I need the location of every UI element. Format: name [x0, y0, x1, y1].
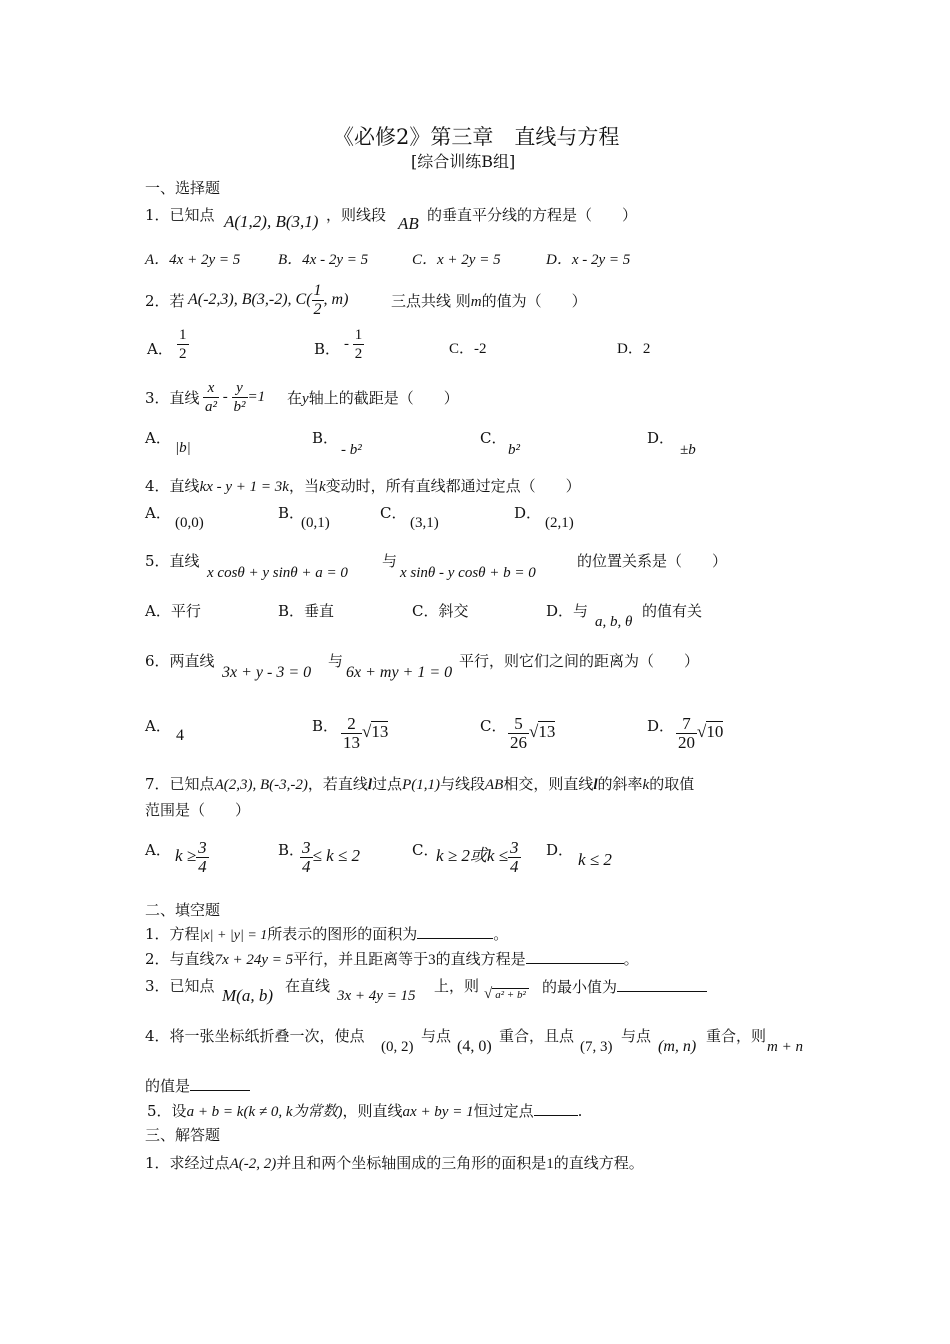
- fraction: $\frac{3}{4}$: [198, 837, 207, 876]
- q3-option-b: B．: [312, 429, 339, 447]
- q2-option-c: C．-2: [449, 341, 487, 357]
- fill-4: 4．将一张坐标纸折叠一次，使点: [145, 1027, 365, 1045]
- page-subtitle: [综合训练B组]: [411, 152, 516, 171]
- q3-option-a-value: |b|: [175, 440, 191, 456]
- fraction: $\frac{1}{2}$: [179, 327, 187, 362]
- q6-line-1: 3x + y - 3 = 0: [222, 664, 312, 681]
- fraction: $\frac{1}{2}$: [354, 327, 363, 362]
- solve-1: 1．求经过点A(-2, 2)并且和两个坐标轴围成的三角形的面积是1的直线方程。: [145, 1154, 644, 1172]
- fill-4-sum: m + n: [767, 1039, 803, 1055]
- sqrt-symbol: √: [362, 722, 372, 741]
- q-number: 1．: [145, 925, 170, 943]
- q1-option-c: C．x + 2y = 5: [412, 252, 501, 268]
- q7-option-a: A．: [145, 841, 171, 859]
- fill-3-text-mid: 在直线: [285, 977, 331, 995]
- q4-option-b-value: (0,1): [301, 515, 330, 531]
- q4-option-b: B．: [278, 504, 305, 522]
- fraction: $\frac{1}{2}$: [313, 281, 322, 318]
- fraction: $\frac{y}{\text{b²}}$: [233, 380, 246, 416]
- q5-text-post: 的位置关系是（ ）: [577, 552, 728, 570]
- q2-text-post: 三点共线 则m的值为（ ）: [391, 292, 587, 310]
- fill-3-text-post: 的最小值为: [542, 976, 707, 997]
- fill-4-text-mid4: 重合，则: [706, 1027, 767, 1045]
- q6-line-2: 6x + my + 1 = 0: [346, 664, 453, 681]
- q5-text-mid: 与: [382, 552, 398, 570]
- sqrt-symbol: √: [697, 722, 707, 741]
- q6-option-b: B．: [312, 717, 339, 735]
- q1-points: A(1,2), B(3,1): [224, 212, 319, 231]
- q2-points: A(-2,3), B(3,-2), C( $\frac{1}{2}$ , m): [188, 281, 349, 318]
- section-fill-heading: 二、填空题: [145, 901, 221, 919]
- q4-option-c: C．: [380, 504, 407, 522]
- fill-4-line-2: 的值是: [145, 1075, 250, 1096]
- q7-option-d: D．: [546, 841, 574, 859]
- answer-blank[interactable]: [534, 1100, 578, 1116]
- q2-option-a-value: [177, 326, 189, 363]
- q-number: 1．: [145, 1154, 170, 1172]
- question-6: 6．两直线: [145, 652, 215, 670]
- q4-option-a: A．: [145, 504, 171, 522]
- q1-text-post: 的垂直平分线的方程是（ ）: [427, 206, 638, 224]
- q7-option-a-value: k ≥ $\frac{3}{4}$: [175, 837, 207, 876]
- q3-option-a: A．: [145, 429, 171, 447]
- fill-2: 2．与直线7x + 24y = 5平行，并且距离等于3的直线方程是 。: [145, 950, 639, 968]
- q5-line-1: x cosθ + y sinθ + a = 0: [207, 565, 348, 581]
- q2-option-d: D．2: [617, 341, 651, 357]
- section-solve-heading: 三、解答题: [145, 1126, 221, 1144]
- fill-3-point: M(a, b): [222, 986, 273, 1005]
- q5-option-c: C．斜交: [412, 602, 469, 620]
- fraction: $\frac{2}{13}$: [343, 713, 360, 752]
- question-2: 2．若: [145, 292, 185, 310]
- fill-3-text-mid2: 上，则: [434, 977, 480, 995]
- q1-option-b: B．4x - 2y = 5: [278, 252, 369, 268]
- q-number: 3．: [145, 389, 170, 407]
- q-number: 7．: [145, 775, 170, 793]
- question-5: 5．直线: [145, 552, 200, 570]
- q1-text-mid: ，则线段: [326, 206, 387, 224]
- q3-option-b-value: - b²: [341, 442, 362, 458]
- q7-option-b: B．: [278, 841, 305, 859]
- fill-4-text-mid: 与点: [421, 1027, 452, 1045]
- fraction: $\frac{3}{4}$: [302, 837, 311, 876]
- answer-blank[interactable]: [526, 948, 624, 964]
- section-choice-heading: 一、选择题: [145, 179, 221, 197]
- q5-option-b: B．垂直: [278, 602, 335, 620]
- fill-4-text-mid2: 重合，且点: [499, 1027, 575, 1045]
- q2-option-a: A．: [147, 340, 173, 358]
- answer-blank[interactable]: [617, 976, 707, 992]
- question-4: 4．直线kx - y + 1 = 3k，当k变动时，所有直线都通过定点（ ）: [145, 477, 581, 495]
- q3-option-d: D．: [647, 429, 675, 447]
- q5-line-2: x sinθ - y cosθ + b = 0: [400, 565, 536, 581]
- q-number: 2．: [145, 292, 170, 310]
- q-number: 5．: [145, 552, 170, 570]
- fill-4-point-4: (m, n): [658, 1038, 697, 1055]
- q-number: 3．: [145, 977, 170, 995]
- q3-option-c-value: b²: [508, 442, 520, 458]
- fill-1: 1．方程|x| + |y| = 1所表示的图形的面积为 。: [145, 925, 509, 943]
- q6-option-a: A．: [145, 717, 171, 735]
- q4-option-c-value: (3,1): [410, 515, 439, 531]
- q7-option-d-value: k ≤ 2: [578, 850, 612, 869]
- q3-option-c: C．: [480, 429, 507, 447]
- q1-segment: AB: [398, 214, 419, 233]
- q3-text-post: 在y轴上的截距是（ ）: [287, 389, 459, 407]
- q2-option-b: B．: [314, 340, 341, 358]
- question-7-line-2: 范围是（ ）: [145, 801, 251, 819]
- fraction: $\frac{x}{\text{a²}}$: [205, 380, 217, 416]
- answer-blank[interactable]: [417, 923, 493, 939]
- q6-option-b-value: $\frac{2}{13}$ √13: [343, 713, 389, 752]
- fill-4-point-3: (7, 3): [580, 1039, 613, 1055]
- q5-option-d-math: a, b, θ: [595, 614, 633, 630]
- q2-option-b-value: - $\frac{1}{2}$: [344, 327, 363, 362]
- q6-option-a-value: 4: [176, 727, 184, 744]
- q7-option-c: C．: [412, 841, 439, 859]
- q1-option-a: A．4x + 2y = 5: [145, 252, 241, 268]
- fill-4-point-1: (0, 2): [381, 1039, 414, 1055]
- q6-option-c-value: $\frac{5}{26}$ √13: [510, 713, 556, 752]
- q1-option-d: D．x - 2y = 5: [546, 252, 631, 268]
- fill-4-point-2: (4, 0): [457, 1038, 492, 1055]
- fill-3-line: 3x + 4y = 15: [337, 988, 416, 1004]
- question-7: 7．已知点A(2,3), B(-3,-2)，若直线l过点P(1,1)与线段AB相交，则直线l的斜率k的取值: [145, 775, 695, 793]
- q6-text-mid: 与: [328, 652, 344, 670]
- q4-option-a-value: (0,0): [175, 515, 204, 531]
- q3-option-d-value: ±b: [680, 442, 696, 458]
- q6-option-d: D．: [647, 717, 675, 735]
- q5-option-d: D．与: [546, 602, 589, 620]
- q7-option-c-value: k ≥ 2或k ≤ $\frac{3}{4}$: [436, 837, 519, 876]
- q6-option-c: C．: [480, 717, 507, 735]
- fill-4-text-mid3: 与点: [621, 1027, 652, 1045]
- page-title: 《必修2》第三章 直线与方程: [333, 125, 620, 149]
- sqrt-symbol: √: [529, 722, 539, 741]
- q-number: 4．: [145, 1027, 170, 1045]
- fraction: $\frac{7}{20}$: [678, 713, 695, 752]
- question-1: 1．已知点: [145, 206, 215, 224]
- q6-text-post: 平行，则它们之间的距离为（ ）: [459, 652, 700, 670]
- fill-3-root: √ a² + b²: [484, 984, 529, 1005]
- q-number: 2．: [145, 950, 170, 968]
- fill-3: 3．已知点: [145, 977, 215, 995]
- q5-option-d-post: 的值有关: [642, 602, 703, 620]
- q-number: 4．: [145, 477, 170, 495]
- q7-option-b-value: $\frac{3}{4}$ ≤ k ≤ 2: [302, 837, 360, 876]
- question-3: 3．直线: [145, 389, 200, 407]
- fraction: $\frac{3}{4}$: [510, 837, 519, 876]
- sqrt-symbol: √: [484, 986, 493, 1002]
- q5-option-a: A．平行: [145, 602, 201, 620]
- fill-5: 5．设a + b = k(k ≠ 0, k为常数)，则直线ax + by = 1恒过定点 .: [147, 1102, 583, 1120]
- q6-option-d-value: $\frac{7}{20}$ √10: [678, 713, 724, 752]
- q4-option-d-value: (2,1): [545, 515, 574, 531]
- q-number: 6．: [145, 652, 170, 670]
- q3-line-equation: $\frac{x}{\text{a²}}$ - $\frac{y}{\text{b²}}$ =1: [205, 380, 266, 416]
- fraction: $\frac{5}{26}$: [510, 713, 527, 752]
- q4-option-d: D．: [514, 504, 542, 522]
- answer-blank[interactable]: [190, 1075, 250, 1091]
- q-number: 1．: [145, 206, 170, 224]
- q-number: 5．: [147, 1102, 172, 1120]
